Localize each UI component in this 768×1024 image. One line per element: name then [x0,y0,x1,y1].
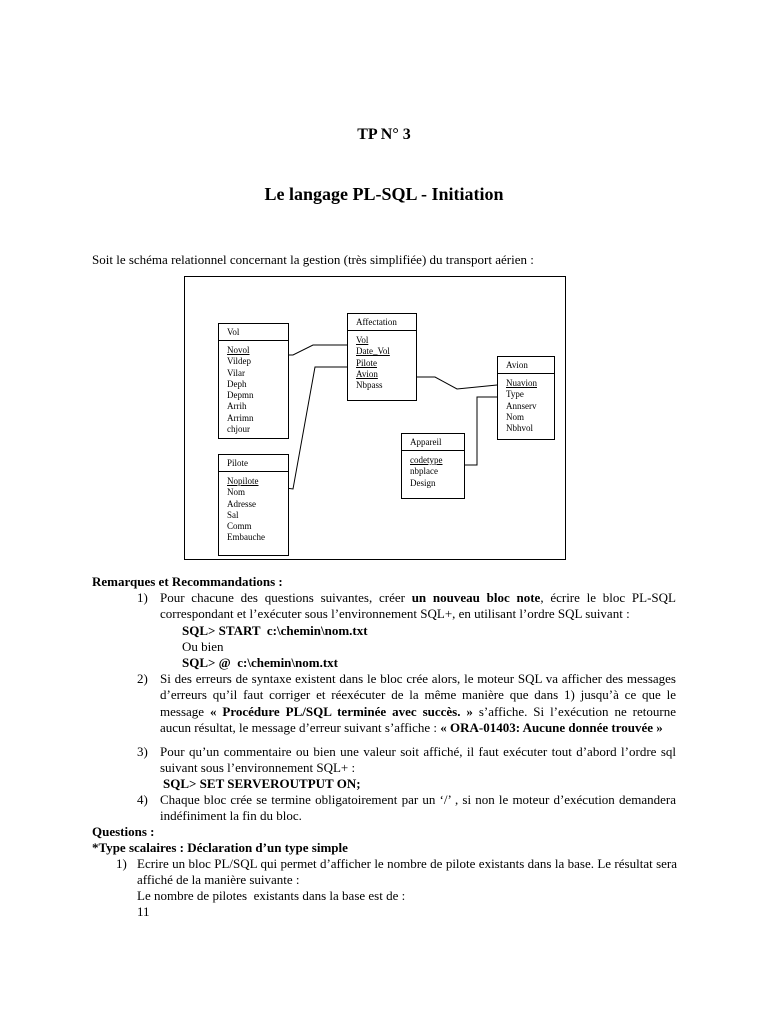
field: Arrimn [227,412,254,423]
table-affectation [347,313,417,401]
table-appareil [401,433,465,499]
field: Adresse [227,498,256,509]
field: Nbhvol [506,423,533,434]
field: Date_Vol [356,346,390,357]
list-number: 1) [116,856,127,871]
text-run: s’affiche. Si l’exécution ne retourne aucun résultat, le message d’erreur suivant s’affiche : [160,703,676,736]
field: Depmn [227,390,254,401]
remark-text [160,671,676,737]
field: Nuavion [506,378,537,388]
field: Design [410,477,436,488]
field: Arrih [227,401,247,412]
bold-run: un nouveau bloc note [411,590,541,605]
field: Novol [227,345,250,355]
field: Nom [506,411,524,422]
section-heading: *Type scalaires : Déclaration d’un type simple [92,840,348,855]
field: Vol [356,335,369,345]
field: Vildep [227,356,251,367]
bold-run: « Procédure PL/SQL terminée avec succès. » [209,703,473,719]
text-run: , écrire le bloc PL-SQL correspondant et l’exécuter sous l’environnement SQL+, en utilisant l’ordre SQL suivant : [160,590,676,622]
sql-command: SQL> @ c:\chemin\nom.txt [182,655,338,670]
connector-avion-nuavion [417,377,497,389]
field: Type [506,389,524,400]
table-vol [218,323,289,439]
output-line: Le nombre de pilotes existants dans la base est de : [137,888,406,903]
output-value: 11 [137,904,150,919]
list-number: 2) [137,671,148,686]
sql-command: SQL> START c:\chemin\nom.txt [182,623,368,638]
table-avion [497,356,555,440]
table-name: Vol [219,324,288,341]
field: Nom [227,487,245,498]
field: Embauche [227,532,265,543]
field: Deph [227,378,247,389]
field: Comm [227,521,252,532]
question-text: Ecrire un bloc PL/SQL qui permet d’afficher le nombre de pilote existants dans la base. Le résultat sera affiché de la manière suivante : [137,856,677,888]
remark-text [160,590,676,623]
text-run: Si des erreurs de syntaxe existent dans le bloc crée alors, le moteur SQL va afficher des messages d’erreurs qu’il faut corriger et réexécuter de la même manière que dans 1) jusqu’à ce que le message [160,671,676,719]
sql-command: SQL> SET SERVEROUTPUT ON; [163,776,361,791]
questions-heading: Questions : [92,824,155,839]
text-run: Pour chacune des questions suivantes, créer [160,590,412,605]
field: Vilar [227,367,245,378]
remark-text: Pour qu’un commentaire ou bien une valeur soit affiché, il faut exécuter tout d’abord l’ordre sql suivant sous l’environnement SQL+ : [160,744,676,776]
intro-text: Soit le schéma relationnel concernant la gestion (très simplifiée) du transport aérien : [92,252,534,267]
field: nbplace [410,466,438,477]
field: chjour [227,424,250,435]
remarks-heading: Remarques et Recommandations : [92,574,283,589]
field: Nbpass [356,380,383,391]
bold-run: « ORA-01403: Aucune donnée trouvée » [440,720,663,736]
table-name: Pilote [219,455,288,472]
field: Pilote [356,357,378,368]
field: Sal [227,509,239,520]
field: Avion [356,368,378,379]
table-name: Avion [498,357,554,374]
page-title: Le langage PL-SQL - Initiation [264,184,504,204]
table-name: Affectation [348,314,416,331]
relational-schema-diagram [184,276,566,560]
or-text: Ou bien [182,639,224,654]
field: codetype [410,455,443,465]
table-name: Appareil [402,434,464,451]
list-number: 4) [137,792,148,807]
field: Nopilote [227,476,259,486]
remark-text: Chaque bloc crée se termine obligatoirement par un ‘/’ , si non le moteur d’exécution demandera indéfiniment la fin du bloc. [160,792,676,824]
field: Annserv [506,400,537,411]
table-pilote [218,454,289,556]
list-number: 1) [137,590,148,605]
list-number: 3) [137,744,148,759]
tp-number: TP N° 3 [357,126,411,143]
